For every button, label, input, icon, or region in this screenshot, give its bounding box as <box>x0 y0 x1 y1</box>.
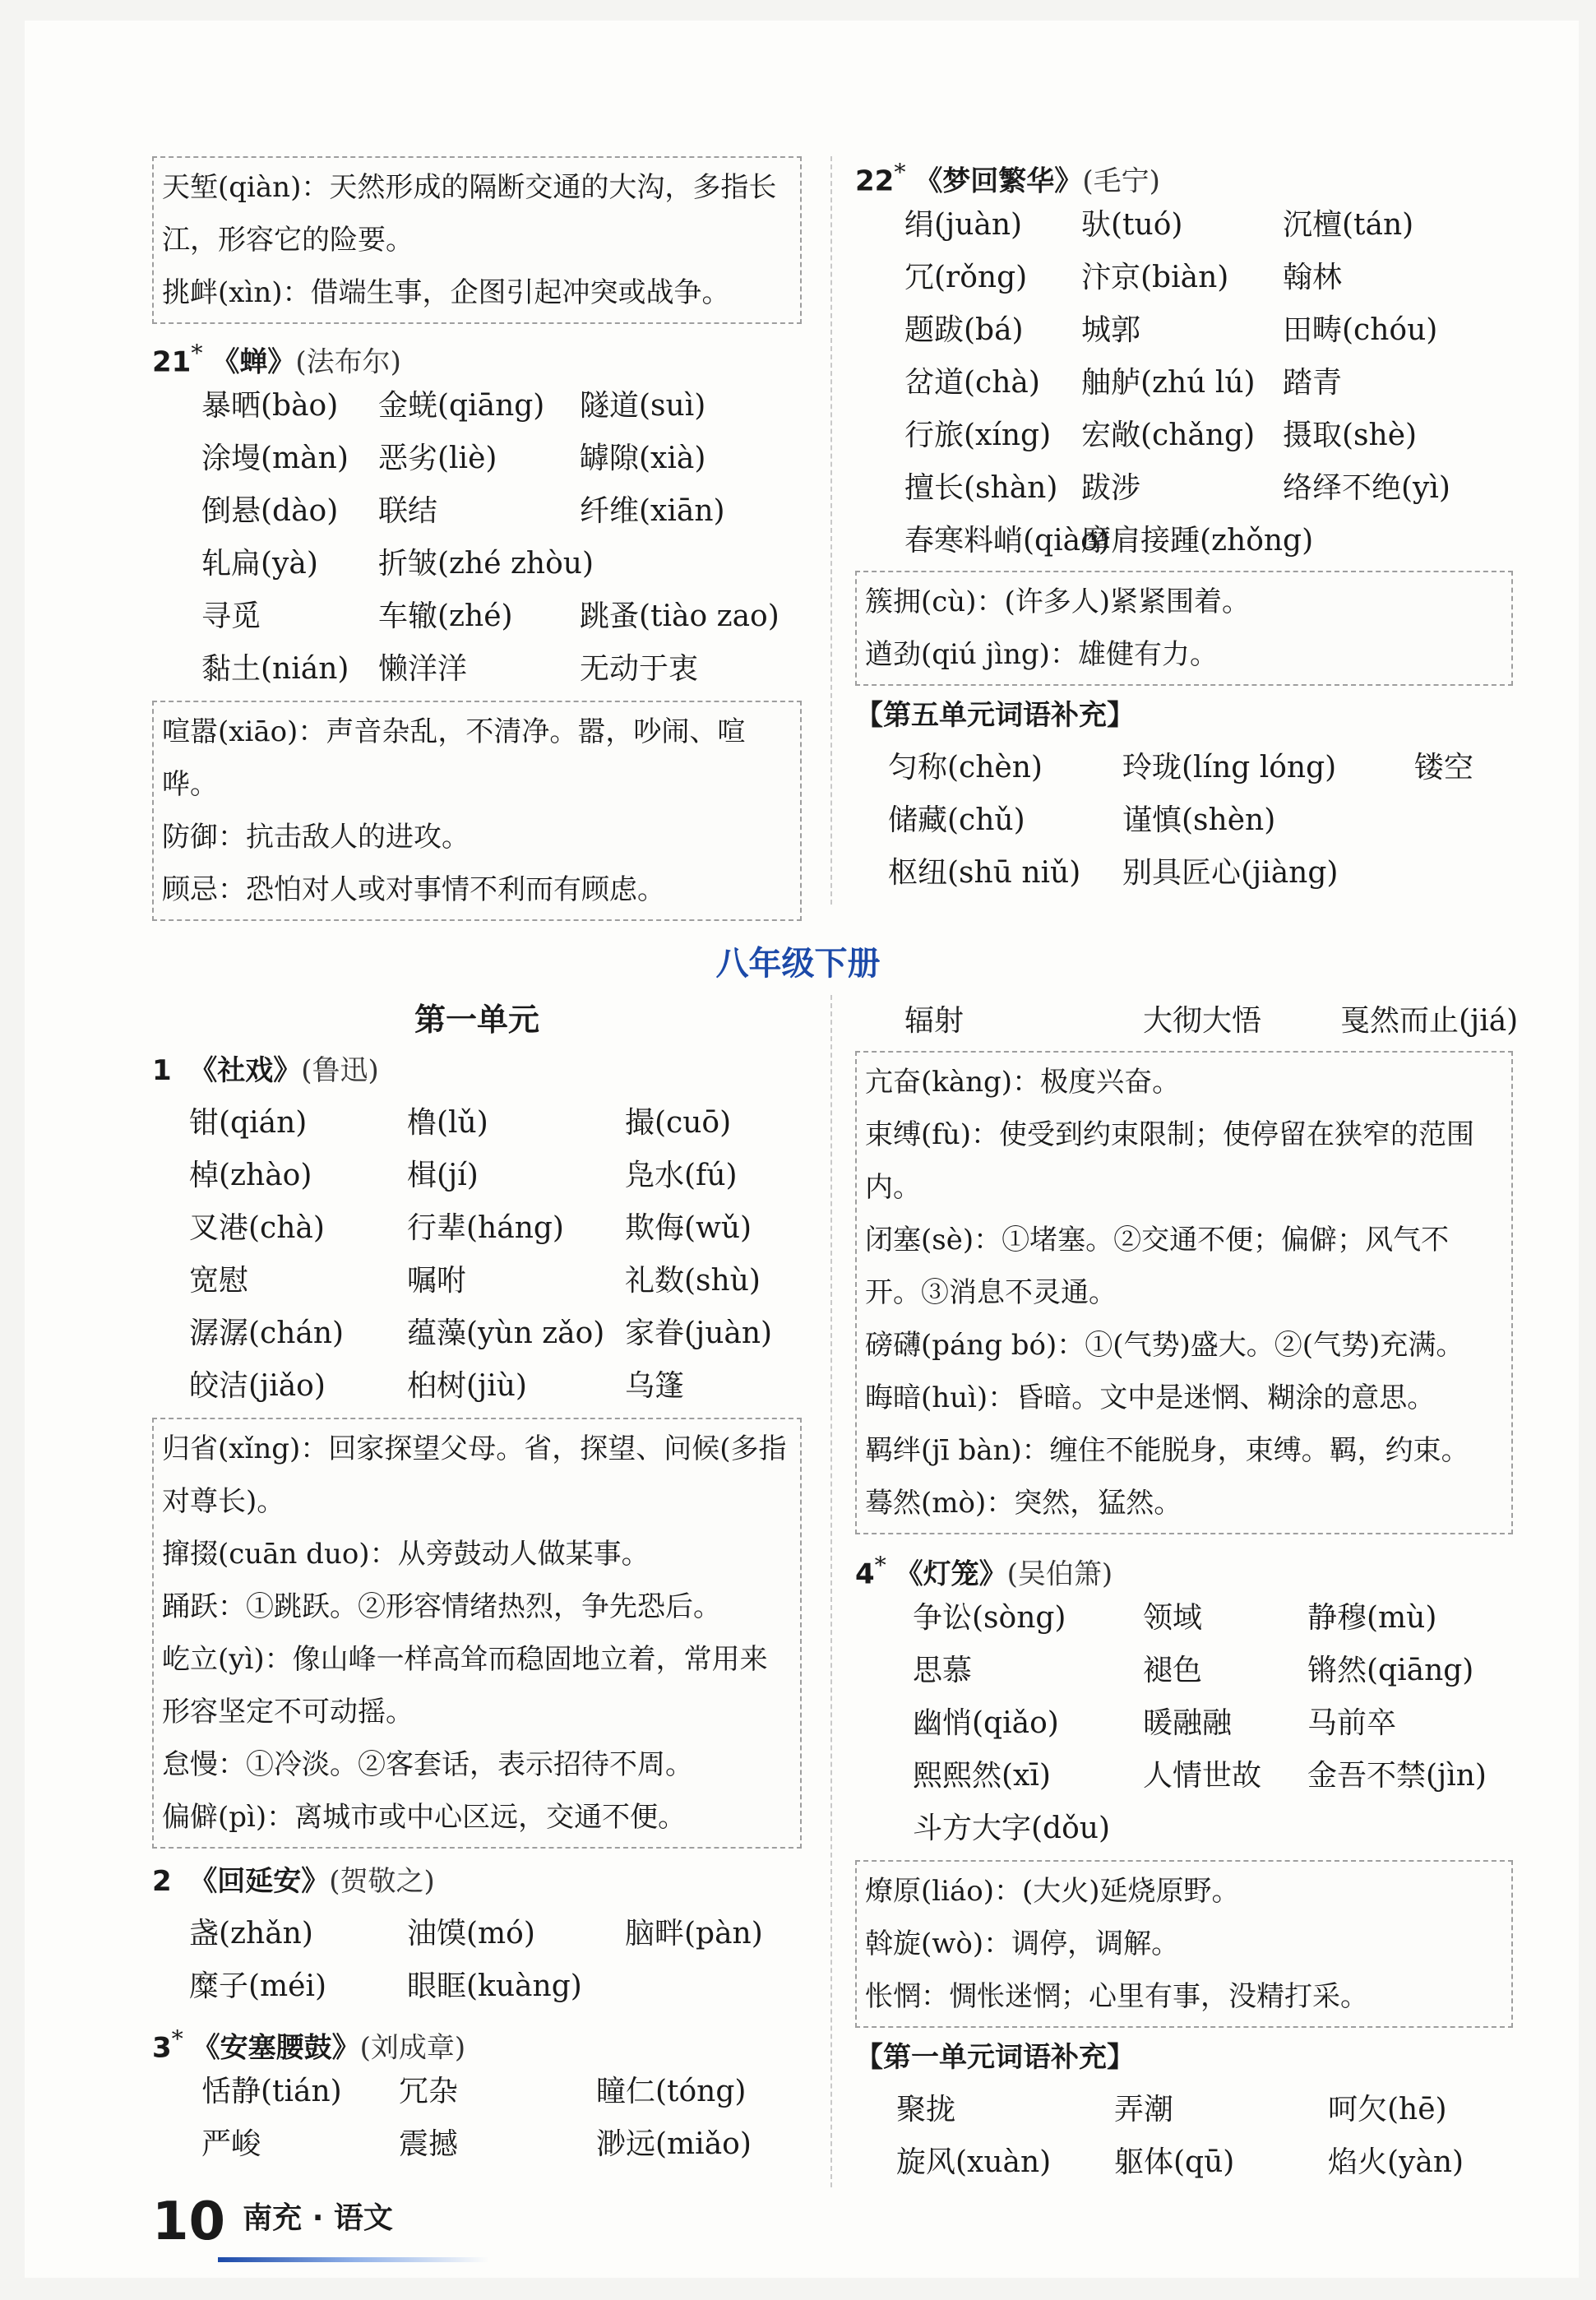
vocab-word: 金吾不禁(jìn) <box>1307 1759 1487 1793</box>
vocab-word: 桕树(jiù) <box>407 1369 527 1403</box>
vocab-word: 暴晒(bào) <box>201 389 339 423</box>
vocab-word: 摩肩接踵(zhǒng) <box>1081 524 1314 558</box>
vocab-word: 呵欠(hē) <box>1328 2093 1447 2126</box>
vocab-grid <box>152 2066 802 2171</box>
vocab-word: 舳舻(zhú lú) <box>1081 366 1256 400</box>
vocab-word: 玲珑(líng lóng) <box>1122 751 1337 784</box>
lesson-heading: 1 《社戏》(鲁迅) <box>152 1054 379 1087</box>
vocab-word: 跋涉 <box>1081 471 1141 505</box>
vocab-word: 纤维(xiān) <box>580 494 725 528</box>
column-divider-top <box>830 156 832 905</box>
vocab-word <box>1307 1803 1546 1855</box>
vocab-word: 联结 <box>378 494 438 528</box>
vocab-word: 领域 <box>1143 1601 1203 1635</box>
vocab-word <box>625 1960 839 2013</box>
page-footer <box>152 2191 393 2252</box>
vocab-grid <box>152 380 802 696</box>
vocab-word: 暖融融 <box>1143 1706 1233 1740</box>
vocab-grid <box>152 1908 802 2013</box>
vocab-word <box>1414 847 1546 900</box>
vocab-word: 轧扁(yà) <box>201 547 318 581</box>
vocab-word: 岔道(chà) <box>904 366 1040 400</box>
footer-accent-bar <box>218 2257 489 2262</box>
vocab-word: 绢(juàn) <box>904 208 1023 242</box>
vocab-word: 弄潮 <box>1114 2093 1174 2126</box>
definition: 偏僻(pì)：离城市或中心区远，交通不便。 <box>162 1801 687 1834</box>
vocab-word: 盏(zhǎn) <box>189 1917 313 1951</box>
vocab-word: 辐射 <box>904 1004 965 1038</box>
vocab-word: 戛然而止(jiá) <box>1340 1004 1519 1038</box>
vocab-word: 题跋(bá) <box>904 313 1024 347</box>
vocab-word: 人情世故 <box>1143 1759 1262 1793</box>
vocab-word: 匀称(chèn) <box>888 751 1043 784</box>
definition: 蓦然(mò)：突然，猛然。 <box>865 1487 1182 1520</box>
definition: 怅惘：惆怅迷惘；心里有事，没精打采。 <box>865 1980 1368 2013</box>
vocab-word: 恬静(tián) <box>201 2075 342 2108</box>
definition: 顾忌：恐怕对人或对事情不利而有顾虑。 <box>162 873 665 906</box>
definition: 防御：抗击敌人的进攻。 <box>162 821 470 854</box>
vocab-word: 冗杂 <box>399 2075 459 2108</box>
definition: 屹立(yì)：像山峰一样高耸而稳固地立着，常用来形容坚定不可动摇。 <box>162 1643 768 1728</box>
vocab-word: 无动于衷 <box>580 652 699 686</box>
vocab-word <box>580 538 818 590</box>
definition: 束缚(fù)：使受到约束限制；使停留在狭窄的范围内。 <box>865 1118 1475 1204</box>
definition-box <box>855 571 1513 686</box>
definition-box <box>152 701 802 921</box>
vocab-word: 络绎不绝(yì) <box>1283 471 1450 505</box>
lesson-heading: 21* 《蝉》(法布尔) <box>152 340 401 379</box>
vocab-word: 驮(tuó) <box>1081 208 1183 242</box>
section-title: 【第一单元词语补充】 <box>855 2041 1135 2074</box>
vocab-word: 严峻 <box>201 2127 261 2161</box>
definition: 怠慢：①冷淡。②客套话，表示招待不周。 <box>162 1748 693 1781</box>
book-label: 南充 · 语文 <box>243 2201 393 2235</box>
vocab-word: 懒洋洋 <box>378 652 468 686</box>
vocab-word: 金蜣(qiāng) <box>378 389 545 423</box>
vocab-word: 春寒料峭(qiào) <box>904 524 1110 558</box>
definition: 喧嚣(xiāo)：声音杂乱，不清净。嚣，吵闹、喧哗。 <box>162 715 746 801</box>
vocab-grid <box>855 1592 1513 1855</box>
vocab-word: 钳(qián) <box>189 1106 308 1140</box>
vocab-word: 撮(cuō) <box>625 1106 732 1140</box>
vocab-word: 潺潺(chán) <box>189 1317 345 1350</box>
page-number: 10 <box>152 2191 226 2252</box>
vocab-word: 涂墁(màn) <box>201 442 349 475</box>
vocab-grid <box>152 1097 802 1413</box>
lesson-heading: 2 《回延安》(贺敬之) <box>152 1865 435 1898</box>
right-column-top <box>855 146 1513 900</box>
vocab-word: 枢纽(shū niǔ) <box>888 856 1081 890</box>
definition: 撺掇(cuān duo)：从旁鼓动人做某事。 <box>162 1538 650 1571</box>
vocab-word: 油馍(mó) <box>407 1917 535 1951</box>
vocab-word: 踏青 <box>1283 366 1343 400</box>
vocab-word: 瞳仁(tóng) <box>596 2075 747 2108</box>
vocab-word: 汴京(biàn) <box>1081 261 1229 294</box>
definition: 斡旋(wò)：调停，调解。 <box>865 1927 1180 1960</box>
vocab-word: 震撼 <box>399 2127 459 2161</box>
vocab-word: 聚拢 <box>896 2093 956 2126</box>
vocab-word: 翰林 <box>1283 261 1343 294</box>
vocab-grid <box>855 199 1513 567</box>
vocab-word: 冗(rǒng) <box>904 261 1028 294</box>
vocab-word: 焰火(yàn) <box>1328 2145 1464 2179</box>
vocab-word: 恶劣(liè) <box>378 442 497 475</box>
vocab-word: 倒悬(dào) <box>201 494 339 528</box>
vocab-word: 渺远(miǎo) <box>596 2127 752 2161</box>
lesson-heading: 22* 《梦回繁华》(毛宁) <box>855 159 1160 198</box>
unit-title: 第一单元 <box>414 1002 539 1038</box>
definition: 天堑(qiàn)：天然形成的隔断交通的大沟，多指长江，形容它的险要。 <box>162 171 777 257</box>
vocab-word <box>1414 794 1546 847</box>
definition: 磅礴(páng bó)：①(气势)盛大。②(气势)充满。 <box>865 1329 1464 1362</box>
vocab-word: 斗方大字(dǒu) <box>913 1812 1110 1845</box>
vocab-word: 眼眶(kuàng) <box>407 1969 582 2003</box>
vocab-grid <box>855 995 1519 1048</box>
vocab-word: 褪色 <box>1143 1654 1203 1687</box>
vocab-word: 棹(zhào) <box>189 1159 312 1192</box>
vocab-word: 隧道(suì) <box>580 389 706 423</box>
definition-box <box>152 156 802 324</box>
section-title: 【第五单元词语补充】 <box>855 699 1135 732</box>
grade-banner: 八年级下册 <box>715 945 881 983</box>
definition: 遒劲(qiú jìng)：雄健有力。 <box>865 638 1218 671</box>
vocab-word: 城郭 <box>1081 313 1141 347</box>
vocab-word: 争讼(sòng) <box>913 1601 1066 1635</box>
vocab-word: 欺侮(wǔ) <box>625 1211 752 1245</box>
definition-box <box>855 1860 1513 2028</box>
vocab-word: 大彻大悟 <box>1143 1004 1262 1038</box>
definition: 晦暗(huì)：昏暗。文中是迷惘、糊涂的意思。 <box>865 1381 1436 1414</box>
vocab-word: 凫水(fú) <box>625 1159 738 1192</box>
vocab-word: 马前卒 <box>1307 1706 1397 1740</box>
vocab-word: 躯体(qū) <box>1114 2145 1235 2179</box>
vocab-word <box>1143 1803 1307 1855</box>
vocab-grid <box>855 742 1513 900</box>
vocab-grid <box>855 2084 1513 2189</box>
vocab-word: 熙熙然(xī) <box>913 1759 1051 1793</box>
definition-box <box>152 1418 802 1849</box>
vocab-word: 楫(jí) <box>407 1159 479 1192</box>
vocab-word: 家眷(juàn) <box>625 1317 773 1350</box>
vocab-word: 叉港(chà) <box>189 1211 325 1245</box>
vocab-word: 橹(lǔ) <box>407 1106 488 1140</box>
definition: 羁绊(jī bàn)：缠住不能脱身，束缚。羁，约束。 <box>865 1434 1469 1467</box>
vocab-word: 锵然(qiāng) <box>1307 1654 1474 1687</box>
vocab-word: 储藏(chǔ) <box>888 803 1025 837</box>
vocab-word: 皎洁(jiǎo) <box>189 1369 326 1403</box>
vocab-word: 嘱咐 <box>407 1264 467 1298</box>
vocab-word: 蕴藻(yùn zǎo) <box>407 1317 605 1350</box>
vocab-word: 宏敞(chǎng) <box>1081 419 1256 452</box>
vocab-word: 旋风(xuàn) <box>896 2145 1052 2179</box>
vocab-word: 脑畔(pàn) <box>625 1917 763 1951</box>
vocab-word: 乌篷 <box>625 1369 685 1403</box>
definition: 闭塞(sè)：①堵塞。②交通不便；偏僻；风气不开。③消息不灵通。 <box>865 1224 1450 1309</box>
vocab-word: 田畴(chóu) <box>1283 313 1438 347</box>
definition: 亢奋(kàng)：极度兴奋。 <box>865 1066 1181 1099</box>
vocab-word: 沉檀(tán) <box>1283 208 1414 242</box>
vocab-word: 车辙(zhé) <box>378 599 513 633</box>
left-column-top <box>152 156 802 921</box>
vocab-word: 宽慰 <box>189 1264 249 1298</box>
vocab-word: 折皱(zhé zhòu) <box>378 547 594 581</box>
definition-box <box>855 1051 1513 1534</box>
definition: 挑衅(xìn)：借端生事，企图引起冲突或战争。 <box>162 276 730 309</box>
vocab-word: 擅长(shàn) <box>904 471 1058 505</box>
vocab-word: 跳蚤(tiào zao) <box>580 599 779 633</box>
vocab-word: 糜子(méi) <box>189 1969 327 2003</box>
right-column-bottom <box>855 995 1519 2189</box>
vocab-word: 礼数(shù) <box>625 1264 761 1298</box>
vocab-word: 别具匠心(jiàng) <box>1122 856 1339 890</box>
left-column-bottom <box>152 995 802 2171</box>
lesson-heading: 3* 《安塞腰鼓》(刘成章) <box>152 2025 466 2065</box>
vocab-word: 摄取(shè) <box>1283 419 1418 452</box>
vocab-word: 谨慎(shèn) <box>1122 803 1276 837</box>
vocab-word: 行辈(háng) <box>407 1211 564 1245</box>
vocab-word: 罅隙(xià) <box>580 442 706 475</box>
definition: 归省(xǐng)：回家探望父母。省，探望、问候(多指对尊长)。 <box>162 1432 787 1518</box>
definition: 踊跃：①跳跃。②形容情绪热烈，争先恐后。 <box>162 1590 721 1623</box>
vocab-word: 静穆(mù) <box>1307 1601 1437 1635</box>
vocab-word: 寻觅 <box>201 599 261 633</box>
lesson-heading: 4* 《灯笼》(吴伯箫) <box>855 1552 1113 1591</box>
definition: 燎原(liáo)：(大火)延烧原野。 <box>865 1875 1240 1908</box>
vocab-word: 镂空 <box>1414 751 1474 784</box>
definition: 簇拥(cù)：(许多人)紧紧围着。 <box>865 585 1250 618</box>
vocab-word: 思慕 <box>913 1654 973 1687</box>
vocab-word: 行旅(xíng) <box>904 419 1052 452</box>
vocab-word: 黏土(nián) <box>201 652 349 686</box>
vocab-word: 幽悄(qiǎo) <box>913 1706 1059 1740</box>
